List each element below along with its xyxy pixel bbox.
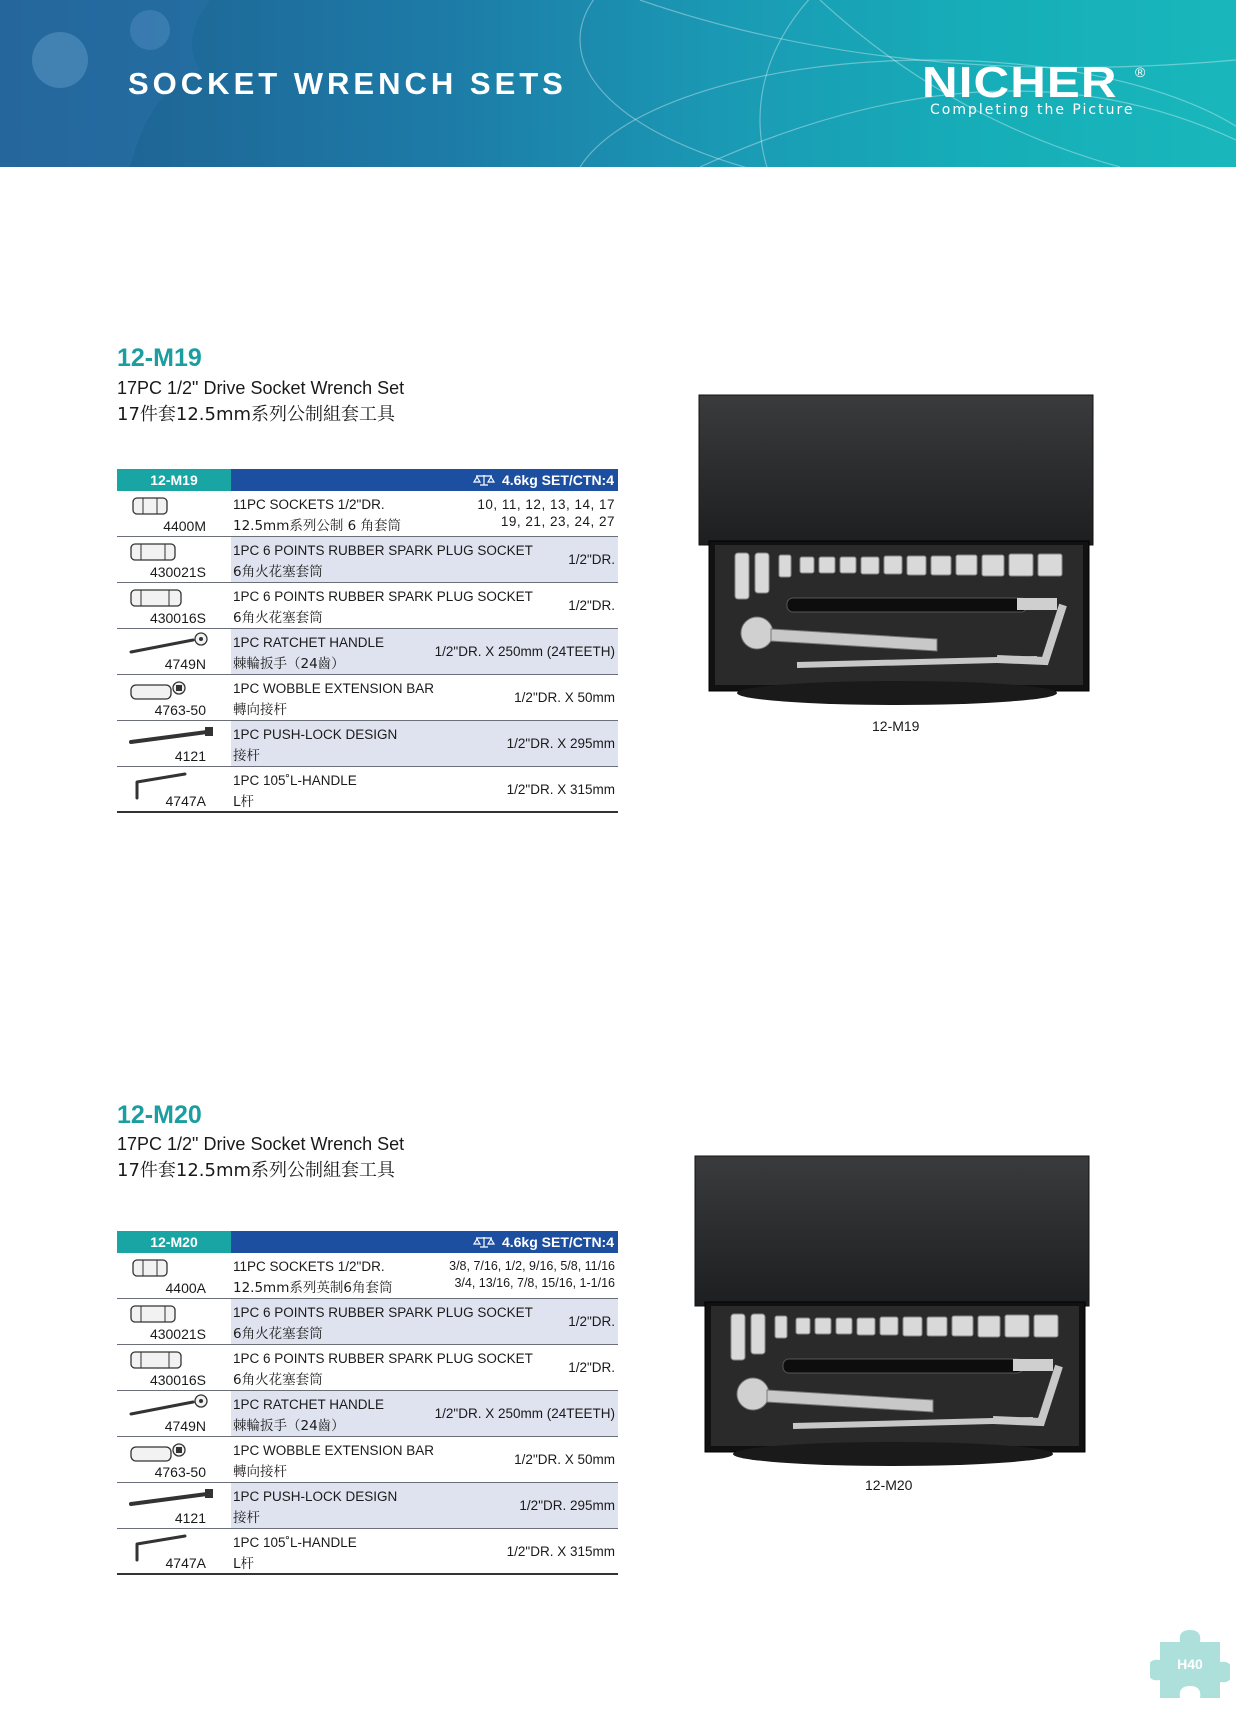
item-desc-zh: 轉向接杆: [233, 1464, 287, 1480]
table-row: [117, 629, 618, 675]
table-row: [117, 583, 618, 629]
wobble-extension-icon: [129, 678, 189, 704]
item-desc-zh: L杆: [233, 794, 255, 810]
extension-bar-icon: [129, 1486, 219, 1512]
table-row: [117, 1345, 618, 1391]
spec-table-code: 12-M20: [117, 1231, 231, 1253]
item-desc-zh: 棘輪扳手（24齒）: [233, 1418, 345, 1434]
header-banner: [0, 0, 1236, 167]
item-spec: 1/2"DR.: [568, 1314, 615, 1329]
item-desc-en: 1PC 6 POINTS RUBBER SPARK PLUG SOCKET: [233, 1305, 533, 1320]
item-spec: 1/2"DR. X 295mm: [506, 736, 615, 751]
spark-plug-socket-icon: [129, 1348, 185, 1374]
item-desc-zh: 接杆: [233, 1510, 260, 1526]
photo-caption-2: 12-M20: [865, 1477, 913, 1493]
item-spec: 1/2"DR. X 315mm: [506, 1544, 615, 1559]
item-desc-en: 1PC 105˚L-HANDLE: [233, 1535, 357, 1550]
item-desc-en: 1PC 105˚L-HANDLE: [233, 773, 357, 788]
table-row: [117, 675, 618, 721]
weight-bar: [231, 1231, 618, 1253]
puzzle-piece-icon: [1150, 1622, 1230, 1702]
item-desc-en: 1PC RATCHET HANDLE: [233, 635, 385, 650]
item-desc-en: 1PC WOBBLE EXTENSION BAR: [233, 681, 435, 696]
item-desc-zh: 6角火花塞套筒: [233, 610, 323, 626]
spec-table-header: [117, 469, 618, 491]
registered-mark: ®: [1135, 64, 1146, 80]
item-desc-zh: 6角火花塞套筒: [233, 564, 323, 580]
item-spec: 1/2"DR. X 250mm (24TEETH): [434, 644, 615, 659]
item-desc-en: 11PC SOCKETS 1/2"DR.: [233, 497, 385, 512]
table-row: [117, 491, 618, 537]
set-subtitle-zh-2: 17件套12.5mm系列公制組套工具: [117, 1160, 396, 1181]
item-spec: 1/2"DR. X 50mm: [514, 690, 615, 705]
weight-text: 4.6kg SET/CTN:4: [501, 472, 614, 488]
product-photo-12-m20: [693, 1154, 1091, 1474]
table-row: [117, 1483, 618, 1529]
spec-table-2: [117, 1231, 618, 1575]
set-subtitle-en-2: 17PC 1/2" Drive Socket Wrench Set: [117, 1134, 405, 1154]
photo-caption-1: 12-M19: [872, 718, 920, 734]
set-subtitle-en-1: 17PC 1/2" Drive Socket Wrench Set: [117, 378, 405, 398]
part-number: 430016S: [149, 610, 206, 626]
item-sizes-2: 3/4, 13/16, 7/8, 15/16, 1-1/16: [454, 1276, 615, 1290]
part-number: 4400A: [165, 1280, 206, 1296]
spec-table-1: [117, 469, 618, 813]
part-number: 4763-50: [154, 1464, 206, 1480]
spec-table-header: [117, 1231, 618, 1253]
page-number: H40: [1177, 1656, 1203, 1672]
item-desc-zh: L杆: [233, 1556, 255, 1572]
item-sizes-1: 3/8, 7/16, 1/2, 9/16, 5/8, 11/16: [449, 1259, 615, 1273]
item-desc-en: 1PC WOBBLE EXTENSION BAR: [233, 1443, 435, 1458]
item-desc-zh: 轉向接杆: [233, 702, 287, 718]
set-subtitle-zh-1: 17件套12.5mm系列公制組套工具: [117, 404, 396, 425]
item-desc-en: 1PC 6 POINTS RUBBER SPARK PLUG SOCKET: [233, 543, 533, 558]
item-desc-en: 1PC 6 POINTS RUBBER SPARK PLUG SOCKET: [233, 589, 533, 604]
page-title: SOCKET WRENCH SETS: [128, 66, 567, 101]
item-spec: 1/2"DR. X 315mm: [506, 782, 615, 797]
item-desc-en: 1PC 6 POINTS RUBBER SPARK PLUG SOCKET: [233, 1351, 533, 1366]
item-sizes-2: 19, 21, 23, 24, 27: [500, 514, 615, 529]
item-desc-zh: 6角火花塞套筒: [233, 1326, 323, 1342]
table-row: [117, 721, 618, 767]
part-number: 4749N: [164, 1418, 206, 1434]
spark-plug-socket-icon: [129, 1302, 179, 1328]
socket-icon: [129, 1256, 173, 1282]
table-row: [117, 537, 618, 583]
item-spec: 1/2"DR.: [568, 1360, 615, 1375]
table-row: [117, 1299, 618, 1345]
spark-plug-socket-icon: [129, 540, 179, 566]
set-code-2: 12-M20: [117, 1101, 202, 1129]
spec-table-code: 12-M19: [117, 469, 231, 491]
item-desc-zh: 12.5mm系列英制6角套筒: [233, 1280, 393, 1296]
table-row: [117, 1253, 618, 1299]
table-row: [117, 1437, 618, 1483]
socket-icon: [129, 494, 173, 520]
product-photo-12-m19: [697, 393, 1095, 713]
spark-plug-socket-icon: [129, 586, 185, 612]
brand-logo: NICHER: [922, 58, 1118, 107]
part-number: 4121: [174, 1510, 206, 1526]
table-row: [117, 1391, 618, 1437]
item-spec: 1/2"DR. X 50mm: [514, 1452, 615, 1467]
item-desc-zh: 棘輪扳手（24齒）: [233, 656, 345, 672]
item-desc-en: 11PC SOCKETS 1/2"DR.: [233, 1259, 385, 1274]
item-desc-zh: 6角火花塞套筒: [233, 1372, 323, 1388]
item-spec: 1/2"DR.: [568, 552, 615, 567]
ratchet-handle-icon: [129, 1394, 213, 1420]
part-number: 430021S: [149, 564, 206, 580]
part-number: 430016S: [149, 1372, 206, 1388]
ratchet-handle-icon: [129, 632, 213, 658]
weight-bar: [231, 469, 618, 491]
part-number: 4400M: [163, 518, 206, 534]
item-desc-zh: 12.5mm系列公制 6 角套筒: [233, 518, 402, 534]
item-spec: 1/2"DR.: [568, 598, 615, 613]
part-number: 4763-50: [154, 702, 206, 718]
table-row: [117, 767, 618, 813]
item-spec: 1/2"DR. 295mm: [519, 1498, 615, 1513]
item-desc-en: 1PC RATCHET HANDLE: [233, 1397, 385, 1412]
item-desc-en: 1PC PUSH-LOCK DESIGN: [233, 727, 398, 742]
brand-tagline: Completing the Picture: [930, 102, 1135, 118]
wobble-extension-icon: [129, 1440, 189, 1466]
set-code-1: 12-M19: [117, 344, 202, 372]
part-number: 430021S: [149, 1326, 206, 1342]
item-sizes-1: 10, 11, 12, 13, 14, 17: [477, 497, 615, 512]
part-number: 4747A: [165, 793, 206, 809]
scale-icon: [472, 474, 496, 486]
table-row: [117, 1529, 618, 1575]
extension-bar-icon: [129, 724, 219, 750]
scale-icon: [472, 1236, 496, 1248]
item-desc-en: 1PC PUSH-LOCK DESIGN: [233, 1489, 398, 1504]
item-spec: 1/2"DR. X 250mm (24TEETH): [434, 1406, 615, 1421]
weight-text: 4.6kg SET/CTN:4: [501, 1234, 614, 1250]
item-desc-zh: 接杆: [233, 748, 260, 764]
part-number: 4121: [174, 748, 206, 764]
part-number: 4747A: [165, 1555, 206, 1571]
part-number: 4749N: [164, 656, 206, 672]
